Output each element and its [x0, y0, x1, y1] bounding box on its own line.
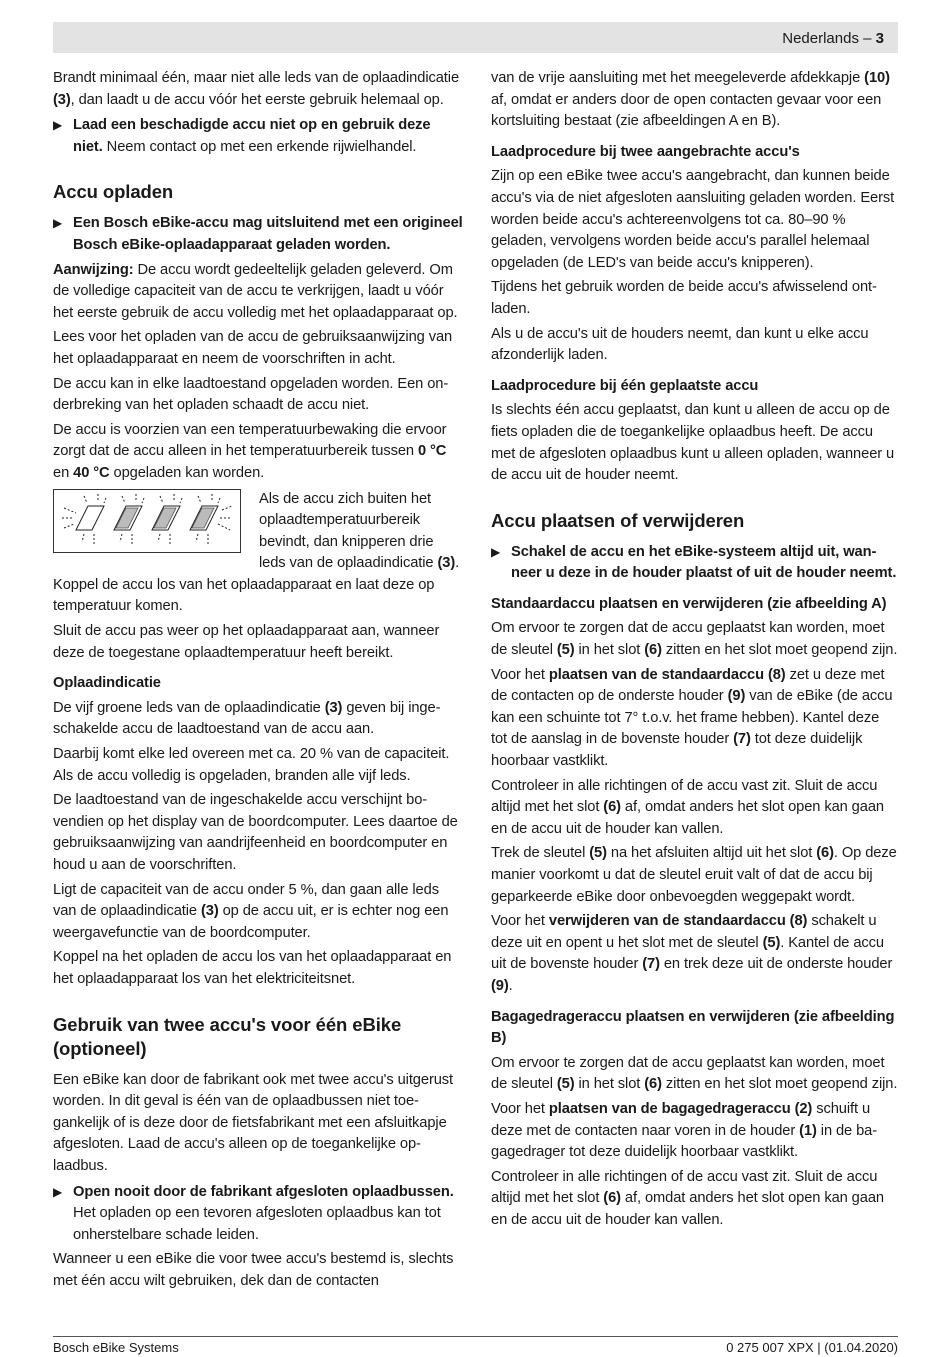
- section-heading: Accu opladen: [53, 181, 174, 203]
- warning-item: ▶ Open nooit door de fabrikant afgesloten oplaadbussen. Het opladen op een tevoren afgesloten oplaadbus kan tot onherstelbare schade leiden.: [53, 1183, 454, 1243]
- paragraph: Controleer in alle richtingen of de accu vast zit. Sluit de accu altijd met het slot (6) af, omdat anders het slot open kan gaan en de accu uit de houder kan vallen.: [491, 1168, 884, 1228]
- blinking-leds-figure: [53, 489, 241, 553]
- warning-item: ▶ Een Bosch eBike-accu mag uitsluitend met een origineel Bosch eBike-oplaadapparaat geladen worden.: [53, 215, 463, 253]
- paragraph: De vijf groene leds van de oplaadindicatie (3) geven bij ingeschakelde accu de laadtoestand van de accu aan.: [53, 699, 441, 738]
- paragraph: Lees voor het opladen van de accu de gebruiksaanwijzing van het oplaadapparaat en neem de voorschriften in acht.: [53, 329, 453, 367]
- paragraph: Ligt de capaciteit van de accu onder 5 %, dan gaan alle leds van de oplaadindicatie (3) op de accu uit, er is echter nog een weergavefunctie van de boordcomputer.: [53, 881, 449, 941]
- subheading: Laadprocedure bij één geplaatste accu: [491, 377, 759, 394]
- section-heading: Accu plaatsen of verwijderen: [491, 509, 745, 531]
- footer-company: Bosch eBike Systems: [53, 1340, 179, 1355]
- warning-item: ▶ Schakel de accu en het eBike-systeem altijd uit, wanneer u deze in de houder plaatst of uit de houder neemt.: [491, 543, 897, 582]
- triangle-bullet-icon: ▶: [491, 544, 501, 559]
- paragraph: Wanneer u een eBike die voor twee accu's bestemd is, slechts met één accu wilt gebruiken, dek dan de contacten: [53, 1251, 454, 1289]
- paragraph: Is slechts één accu geplaatst, dan kunt u alleen de accu op de fiets opladen die de toegankelijke oplaadbus heeft. De accu met de afgesloten oplaadbus kunt u alleen opladen, wanneer u de accu uit de houder neemt.: [491, 402, 895, 484]
- paragraph: Brandt minimaal één, maar niet alle leds van de oplaadindicatie (3), dan laadt u de accu vóór het eerste gebruik helemaal op.: [53, 70, 460, 108]
- paragraph: Om ervoor te zorgen dat de accu geplaatst kan worden, moet de sleutel (5) in het slot (6) zitten en het slot moet geopend zijn.: [491, 1054, 898, 1093]
- subheading: Standaardaccu plaatsen en verwijderen (zie afbeelding A): [491, 595, 887, 612]
- paragraph: De accu kan in elke laadtoestand opgeladen worden. Een onderbreking van het opladen schaadt de accu niet.: [53, 375, 449, 414]
- paragraph: Daarbij komt elke led overeen met ca. 20 % van de capaciteit. Als de accu volledig is opgeladen, branden alle vijf leds.: [53, 746, 450, 784]
- figure-caption: Als de accu zich buiten het oplaadtemperatuurbereik bevindt, dan knipperen drie leds van de oplaadindicatie (3). Koppel de accu los van het oplaadapparaat en laat deze op temperatuur komen.: [53, 490, 460, 615]
- header-text: Nederlands – 3: [782, 30, 884, 47]
- subheading: Bagagedrageraccu plaatsen en verwijderen (zie afbeelding B): [491, 1008, 895, 1047]
- page-header: [53, 22, 898, 53]
- triangle-bullet-icon: ▶: [53, 118, 63, 133]
- footer-divider: [53, 1336, 898, 1337]
- section-heading: Gebruik van twee accu's voor één eBike (optioneel): [53, 1013, 402, 1059]
- subheading: Oplaadindicatie: [53, 675, 161, 692]
- subheading: Laadprocedure bij twee aangebrachte accu's: [491, 143, 800, 160]
- figure-block: [53, 489, 463, 622]
- paragraph: Tijdens het gebruik worden de beide accu's afwisselend ontladen.: [491, 279, 877, 317]
- triangle-bullet-icon: ▶: [53, 216, 63, 231]
- paragraph: Als u de accu's uit de houders neemt, dan kunt u elke accu afzonderlijk laden.: [491, 325, 869, 364]
- paragraph: van de vrije aansluiting met het meegeleverde afdekkapje (10) af, omdat er anders door de open contacten gevaar voor een kortsluiting bestaat (zie afbeeldingen A en B).: [491, 70, 890, 130]
- paragraph: Voor het verwijderen van de standaardaccu (8) schakelt u deze uit en opent u het slot met de sleutel (5). Kantel de accu uit de bovenste houder (7) en trek deze uit de onderste houder (9).: [491, 913, 893, 994]
- paragraph: Zijn op een eBike twee accu's aangebracht, dan kunnen beide accu's via de niet afgesloten aansluiting geladen worden. Eerst worden beide accu's achtereenvolgens tot ca. 80–90 % geladen, vervolgens worden beide accu's parallel helemaal opgeladen (de LED's van beide accu's knipperen).: [491, 168, 895, 271]
- paragraph: De laadtoestand van de ingeschakelde accu verschijnt bovendien op het display van de boordcomputer. Lees daartoe de gebruiksaanwijzing van aandrijfeenheid en boordcomputer en houd u aan de voorschriften.: [53, 792, 458, 873]
- paragraph: Koppel na het opladen de accu los van het oplaadapparaat en het oplaadapparaat los van het elektriciteitsnet.: [53, 949, 452, 987]
- footer-doc-number: 0 275 007 XPX | (01.04.2020): [726, 1340, 898, 1355]
- paragraph: Voor het plaatsen van de standaardaccu (8) zet u deze met de contacten op de onderste houder (9) van de eBike (de accu kan een schuinte tot 7° t.o.v. het frame hebben). Kantel deze tot de aanslag in de bovenste houder (7) tot deze duidelijk hoorbaar vastklikt.: [491, 666, 893, 770]
- triangle-bullet-icon: ▶: [53, 1184, 63, 1199]
- warning-item: ▶ Laad een beschadigde accu niet op en gebruik deze niet. Neem contact op met een erkende rijwielhandel.: [53, 117, 431, 155]
- note: Aanwijzing: De accu wordt gedeeltelijk geladen geleverd. Om de volledige capaciteit van de accu te verkrijgen, laadt u vóór het eerste gebruik de accu volledig met het oplaadapparaat op.: [53, 261, 458, 321]
- paragraph: De accu is voorzien van een temperatuurbewaking die ervoor zorgt dat de accu alleen in het temperatuurbereik tussen 0 °C en 40 °C opgeladen kan worden.: [53, 421, 447, 481]
- paragraph: Om ervoor te zorgen dat de accu geplaatst kan worden, moet de sleutel (5) in het slot (6) zitten en het slot moet geopend zijn.: [491, 620, 898, 659]
- paragraph: Sluit de accu pas weer op het oplaadapparaat aan, wanneer deze de toegestane oplaadtemperatuur heeft bereikt.: [53, 623, 440, 661]
- blinking-leds-icon: [54, 490, 240, 552]
- paragraph: Een eBike kan door de fabrikant ook met twee accu's uitgerust worden. In dit geval is één van de oplaadbussen niet toegankelijk of is deze door de fietsfabrikant met een afsluitkapje afgesloten. Laad de accu's alleen op de toegankelijke oplaadbus.: [53, 1071, 454, 1174]
- left-column: [53, 68, 463, 1296]
- paragraph: Trek de sleutel (5) na het afsluiten altijd uit het slot (6). Op deze manier voorkomt u dat de sleutel eruit valt of dat de accu bij geparkeerde eBike door onbevoegden weggepakt wordt.: [491, 845, 897, 905]
- right-column: [491, 68, 899, 1235]
- paragraph: Voor het plaatsen van de bagagedrageraccu (2) schuift u deze met de contacten naar voren in de houder (1) in de bagagedrager tot deze duidelijk hoorbaar vastklikt.: [491, 1100, 878, 1161]
- paragraph: Controleer in alle richtingen of de accu vast zit. Sluit de accu altijd met het slot (6) af, omdat anders het slot open kan gaan en de accu uit de houder kan vallen.: [491, 777, 884, 837]
